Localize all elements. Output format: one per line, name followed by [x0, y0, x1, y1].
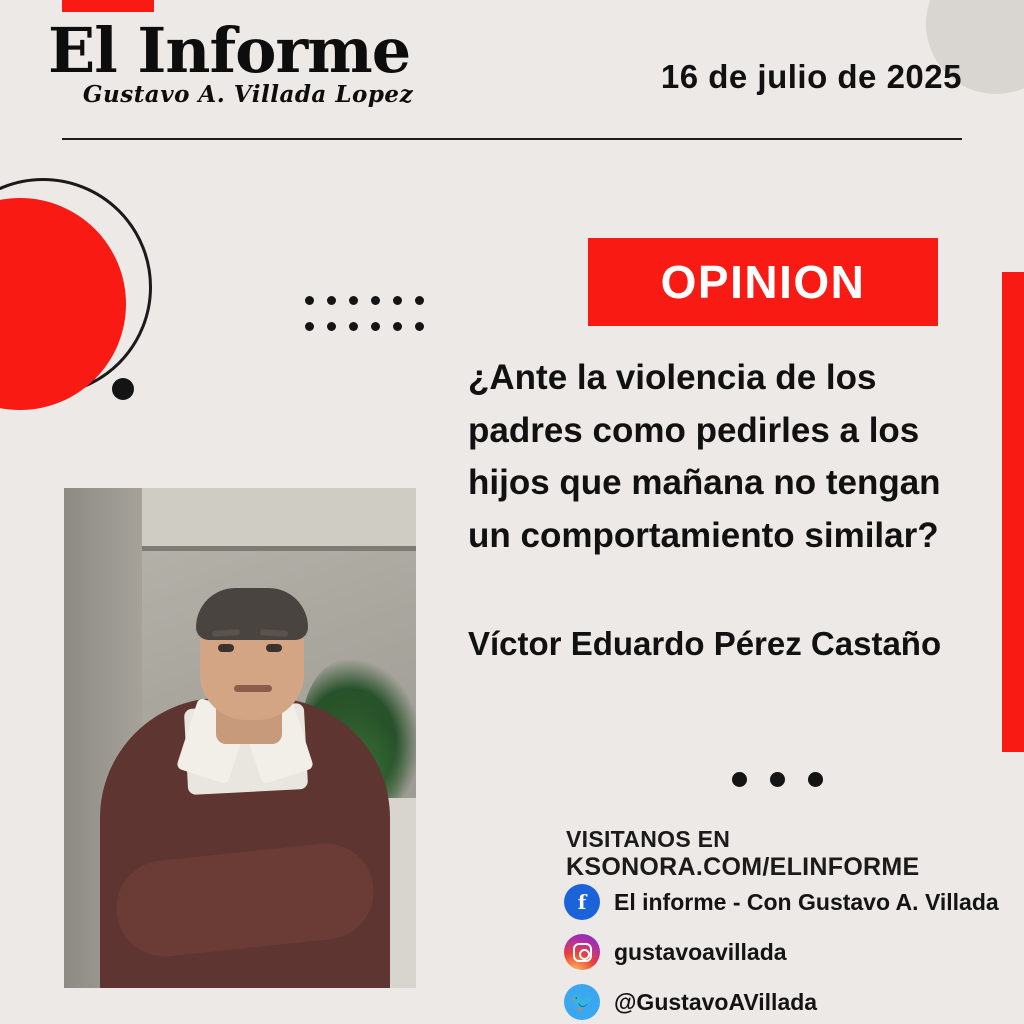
visit-prefix: VISITANOS EN: [566, 826, 731, 852]
portrait-mouth: [234, 685, 272, 692]
visit-site: KSONORA.COM/ELINFORME: [566, 853, 920, 881]
visit-line: [566, 826, 1024, 882]
right-red-bar-decoration: [1002, 272, 1024, 752]
social-row-twitter[interactable]: [564, 984, 1014, 1020]
portrait-eye-left: [218, 644, 234, 652]
header-divider: [62, 138, 962, 140]
social-links: [564, 884, 1014, 1024]
instagram-handle: gustavoavillada: [614, 938, 787, 965]
instagram-icon[interactable]: [564, 934, 600, 970]
social-row-facebook[interactable]: [564, 884, 1014, 920]
twitter-handle: @GustavoAVillada: [614, 988, 818, 1015]
publication-date: 16 de julio de 2025: [660, 58, 962, 95]
article-headline: ¿Ante la violencia de los padres como pedirles a los hijos que mañana no tengan un comportamiento similar?: [468, 358, 941, 555]
article-byline: Víctor Eduardo Pérez Castaño: [468, 625, 942, 662]
twitter-icon[interactable]: 🐦: [564, 984, 600, 1020]
publication-author: Gustavo A. Villada Lopez: [82, 81, 414, 109]
section-badge-label: OPINION: [660, 256, 866, 308]
three-dots-decoration: [732, 772, 823, 787]
facebook-icon[interactable]: f: [564, 884, 600, 920]
publication-title: El Informe: [48, 14, 411, 87]
top-red-bar-decoration: [62, 0, 154, 12]
facebook-handle: El informe - Con Gustavo A. Villada: [614, 888, 999, 915]
section-badge: [588, 238, 938, 326]
author-portrait: [64, 488, 416, 988]
masthead: [48, 14, 448, 109]
portrait-eye-right: [266, 644, 282, 652]
ring-dot-decoration: [112, 378, 134, 400]
social-row-instagram[interactable]: [564, 934, 1014, 970]
dot-grid-decoration: [305, 296, 437, 348]
